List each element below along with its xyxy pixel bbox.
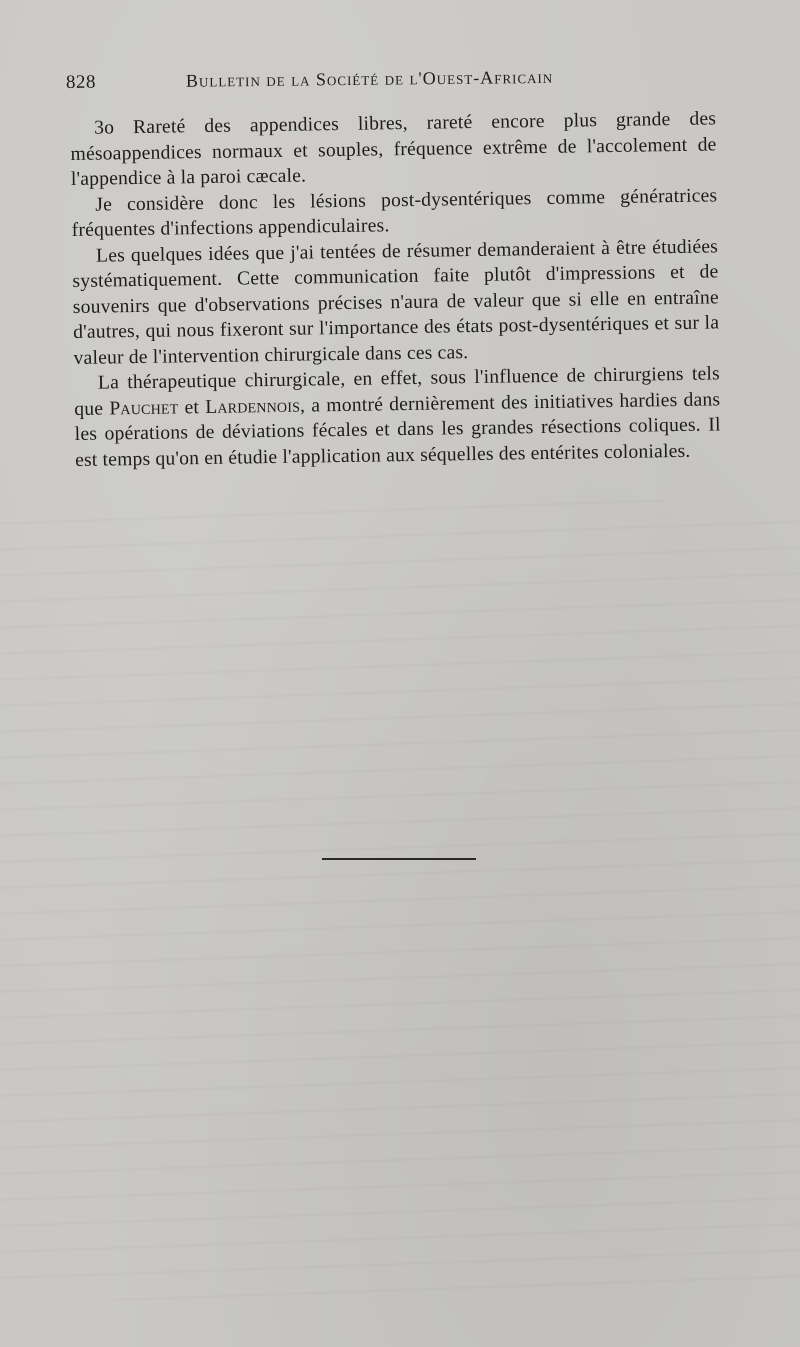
paragraph-3: Les quelques idées que j'ai tentées de résumer demanderaient à être étudiées systématiquement. Cette communication faite plutôt d'impressions et de souvenirs que d'observations précises n'aura de valeur que si elle en entraîne d'autres, qui nous fixeront sur l'importance des états post-dysentériques et sur la valeur de l'intervention chirurgicale dans ces cas. [72, 235, 720, 369]
paragraph-4-conjunction: et [178, 396, 206, 418]
running-head [66, 66, 606, 102]
show-through-texture [0, 500, 800, 1300]
body-text [70, 106, 721, 473]
paragraph-4-text-start: La thérapeutique chirurgicale, en effet, sous l'influence de chirurgiens tels que [74, 363, 721, 420]
paragraph-4 [74, 361, 721, 473]
surgeon-name-pauchet: Pauchet [109, 396, 179, 419]
running-title: Bulletin de la Société de l'Ouest-Africain [185, 66, 554, 91]
surgeon-name-lardennois: Lardennois [205, 395, 301, 418]
paragraph-2: Je considère donc les lésions post-dysentériques comme génératrices fréquentes d'infections appendiculaires. [71, 184, 718, 241]
paragraph-4-text-end: , a montré dernièrement des initiatives hardies dans les opérations de déviations fécales et dans les grandes résections coliques. Il est temps qu'on en étudie l'application aux séquelles des entérites coloniales. [74, 388, 721, 471]
page-number: 828 [65, 71, 97, 93]
paragraph-1: 3o Rareté des appendices libres, rareté encore plus grande des mésoappendices normaux et souples, fréquence extrême de l'accolement de l'appendice à la paroi cæcale. [70, 108, 717, 190]
end-rule [322, 858, 476, 860]
